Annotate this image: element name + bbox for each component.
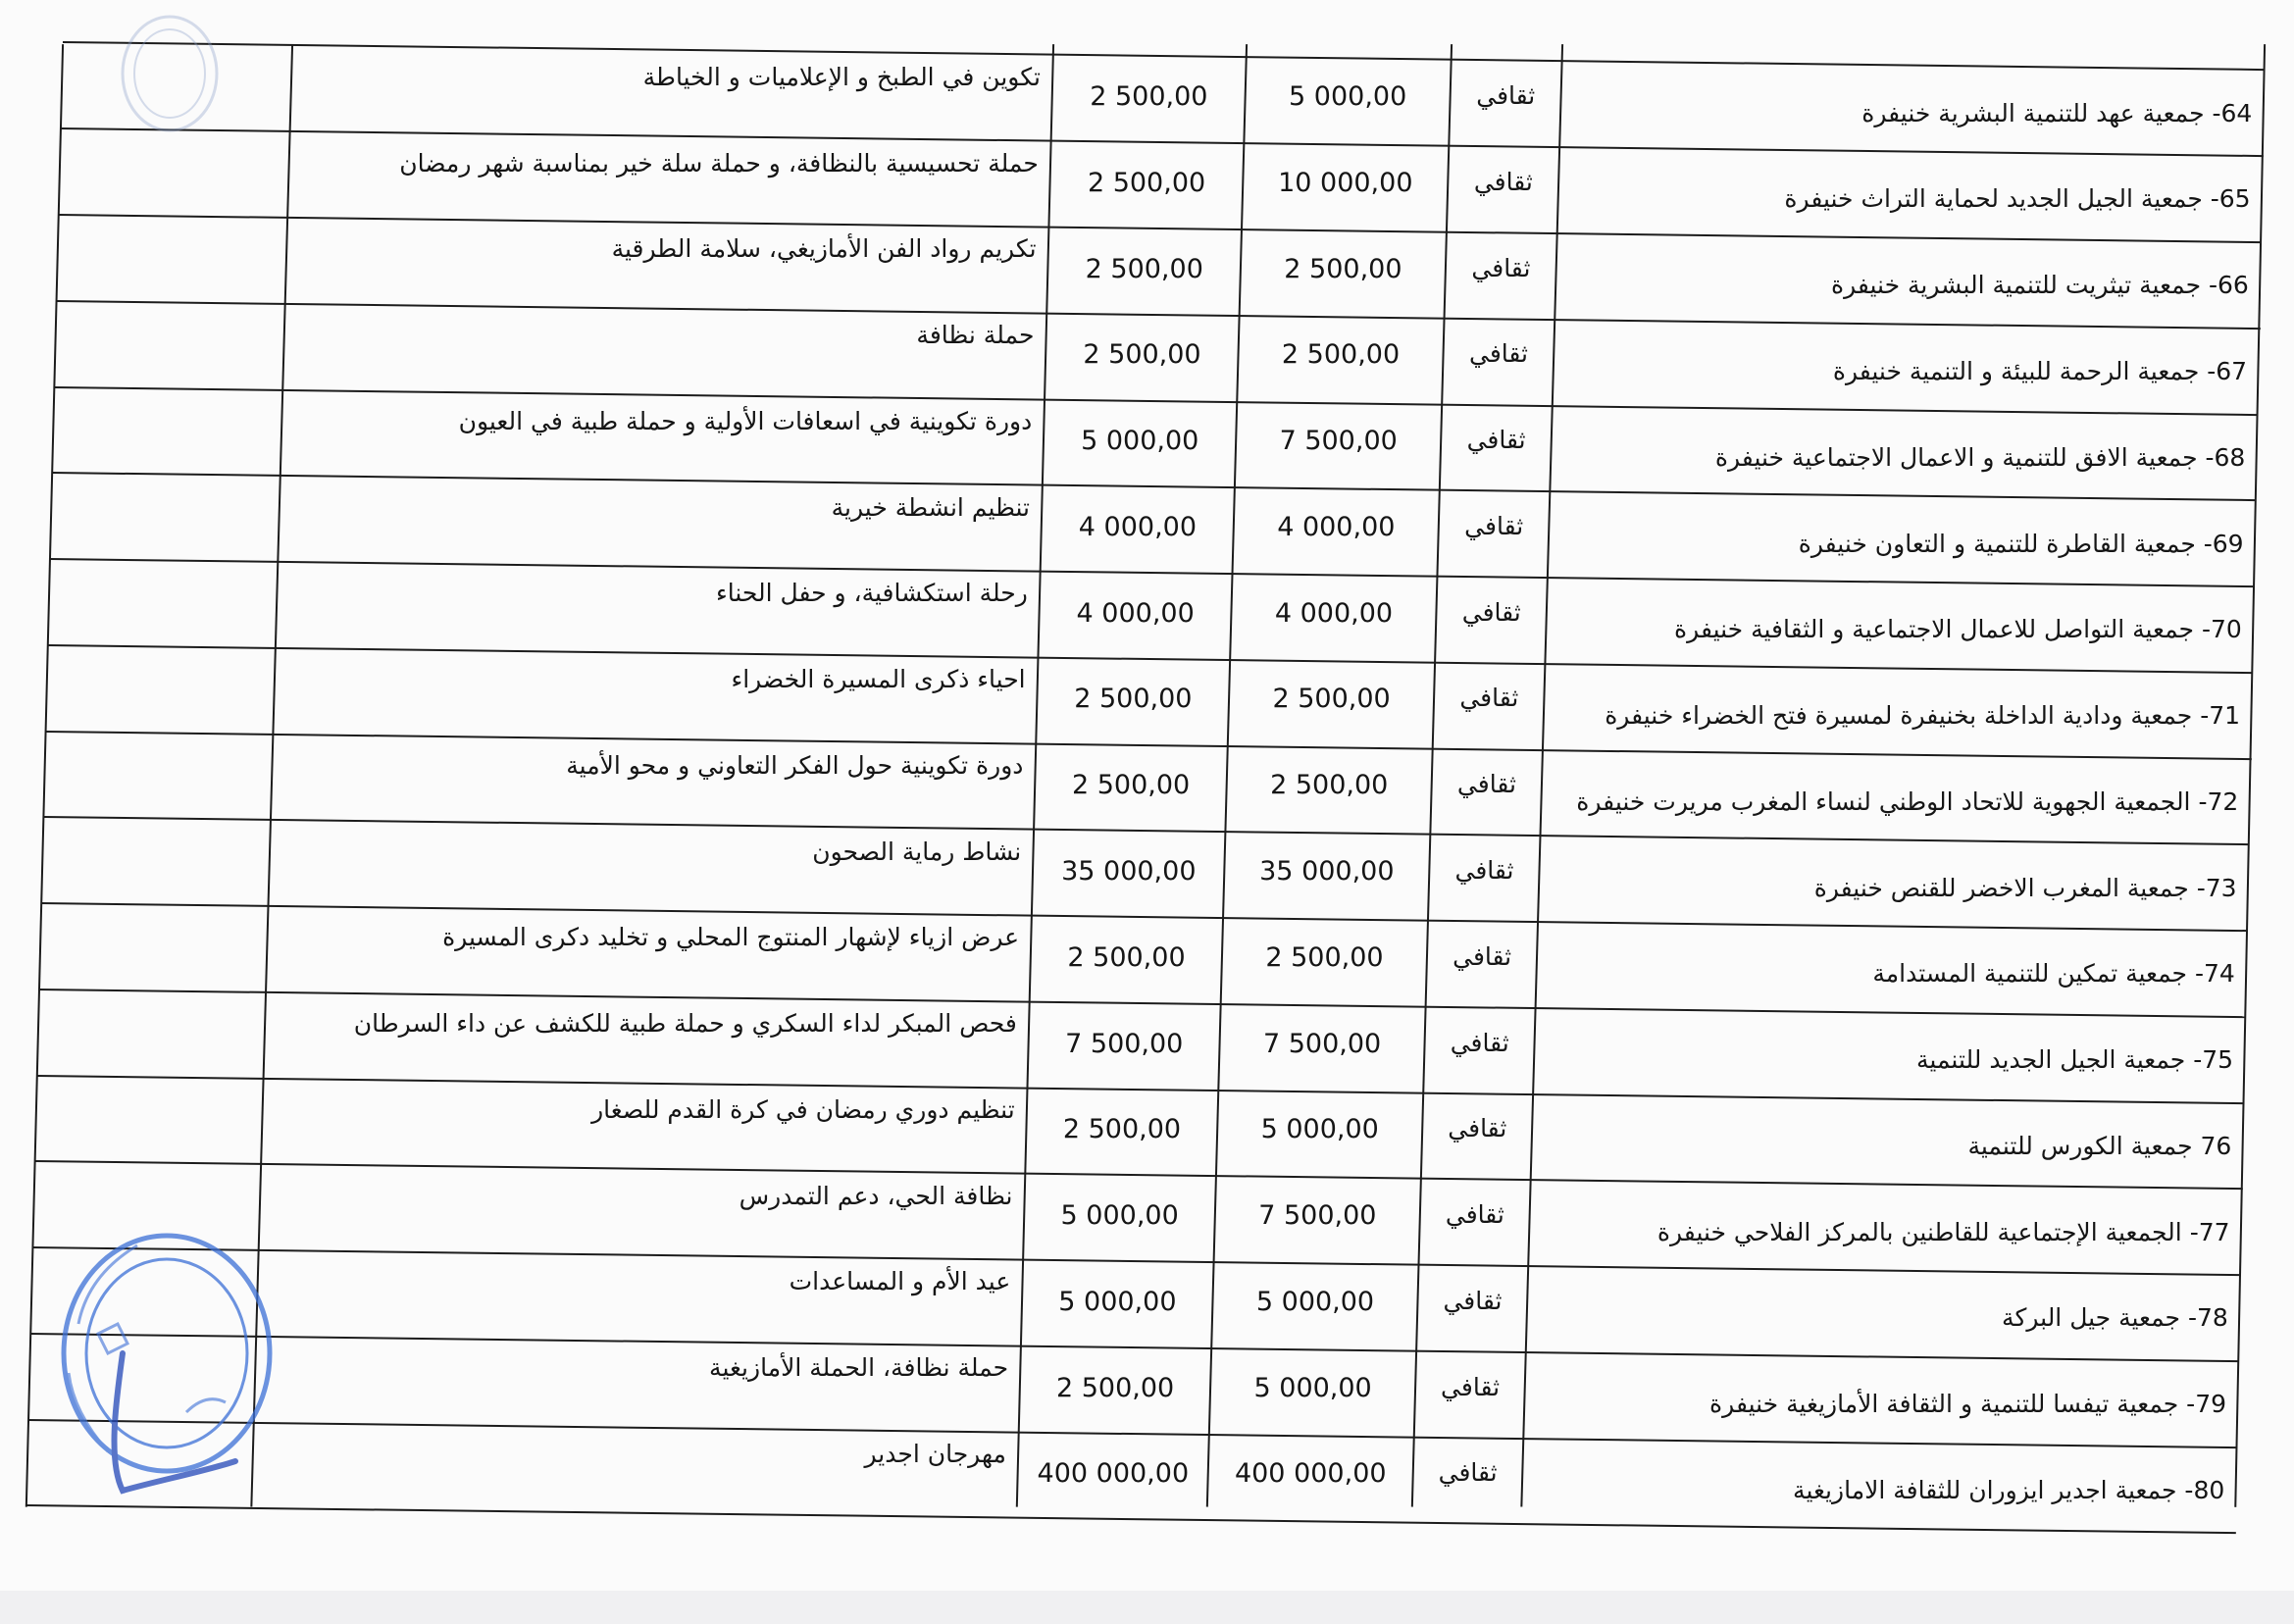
amount-granted: 4 000,00 [1078,511,1198,542]
activity-description: تكريم رواد الفن الأمازيغي، سلامة الطرقية [611,234,1037,264]
activity-description: تنظيم انشطة خيرية [831,492,1031,522]
activity-description: فحص المبكر لداء السكري و حملة طبية للكشف عن داء السرطان [353,1009,1017,1039]
amount-granted: 2 500,00 [1085,253,1203,284]
activity-type: ثقافي [1443,1286,1503,1315]
association-name: 66- جمعية تيثريت للتنمية البشرية خنيفرة [1830,271,2249,300]
activity-description: تكوين في الطبخ و الإعلاميات و الخياطة [642,62,1041,91]
association-name: 77- الجمعية الإجتماعية للقاطنين بالمركز الفلاحي خنيفرة [1657,1217,2230,1246]
activity-type: ثقافي [1476,81,1536,111]
association-name: 74- جمعية تمكين للتنمية المستدامة [1872,959,2235,989]
activity-type: ثقافي [1445,1200,1504,1230]
amount-granted: 4 000,00 [1076,597,1195,629]
association-name: 67- جمعية الرحمة للبيئة و التنمية خنيفرة [1832,356,2248,385]
activity-type: ثقافي [1471,253,1531,282]
amount-requested: 7 500,00 [1262,1028,1382,1059]
association-name: 76 جمعية الكورس للتنمية [1967,1131,2232,1160]
amount-requested: 4 000,00 [1274,597,1394,629]
amount-granted: 35 000,00 [1061,855,1197,887]
activity-type: ثقافي [1461,597,1521,627]
amount-granted: 2 500,00 [1083,339,1201,371]
activity-type: ثقافي [1453,941,1512,971]
amount-granted: 5 000,00 [1058,1286,1177,1317]
activity-description: دورة تكوينية حول الفكر التعاوني و محو الأمية [566,750,1024,780]
amount-requested: 5 000,00 [1260,1114,1379,1145]
association-name: 68- جمعية الافق للتنمية و الاعمال الاجتماعية خنيفرة [1714,442,2246,472]
activity-type: ثقافي [1459,684,1519,713]
association-name: 65- جمعية الجيل الجديد لحماية التراث خنيفرة [1784,184,2251,214]
activity-type: ثقافي [1466,426,1526,455]
amount-requested: 2 500,00 [1272,684,1391,715]
activity-type: ثقافي [1464,511,1524,540]
amount-granted: 2 500,00 [1074,684,1193,715]
activity-description: تنظيم دوري رمضان في كرة القدم للصغار [591,1094,1015,1124]
amount-requested: 5 000,00 [1255,1286,1375,1317]
amount-granted: 2 500,00 [1062,1114,1182,1145]
amount-requested: 2 500,00 [1270,770,1389,801]
activity-type: ثقافي [1473,167,1533,196]
association-name: 73- جمعية المغرب الاخضر للقنص خنيفرة [1813,873,2237,902]
activity-description: دورة تكوينية في اسعافات الأولية و حملة طبية في العيون [458,406,1033,435]
association-name: 69- جمعية القاطرة للتنمية و التعاون خنيفرة [1798,529,2244,558]
amount-requested: 2 500,00 [1265,941,1384,973]
amount-requested: 10 000,00 [1278,167,1413,198]
activity-description: نشاط رماية الصحون [812,837,1022,866]
amount-granted: 7 500,00 [1065,1028,1184,1059]
association-name: 79- جمعية تيفسا للتنمية و الثقافة الأمازيغية خنيفرة [1709,1390,2227,1419]
amount-requested: 7 500,00 [1279,426,1398,457]
activity-description: نظافة الحي، دعم التمدرس [739,1181,1013,1210]
amount-requested: 400 000,00 [1234,1458,1387,1490]
activity-description: عيد الأم و المساعدات [789,1267,1011,1296]
amount-granted: 2 500,00 [1067,941,1186,973]
faint-stamp-icon [116,10,224,137]
amount-granted: 2 500,00 [1055,1372,1175,1403]
amount-granted: 5 000,00 [1060,1200,1179,1232]
activity-type: ثقافي [1438,1458,1498,1488]
association-name: 71- جمعية ودادية الداخلة بخنيفرة لمسيرة فتح الخضراء خنيفرة [1605,701,2241,731]
amount-requested: 5 000,00 [1289,81,1407,113]
amount-granted: 2 500,00 [1071,770,1191,801]
activity-description: عرض ازياء لإشهار المنتوج المحلي و تخليد دكرى المسيرة [442,923,1020,952]
association-name: 75- جمعية الجيل الجديد للتنمية [1916,1045,2234,1075]
amount-granted: 2 500,00 [1087,167,1206,198]
amount-requested: 2 500,00 [1284,253,1402,284]
page-bottom-margin [0,1591,2294,1624]
amount-requested: 5 000,00 [1253,1372,1372,1403]
activity-description: رحلة استكشافية، و حفل الحناء [715,579,1028,608]
activity-description: حملة تحسيسية بالنظافة، و حملة سلة خير بمناسبة شهر رمضان [399,148,1039,178]
activity-description: حملة نظافة [916,321,1035,350]
association-name: 64- جمعية عهد للتنمية البشرية خنيفرة [1861,98,2253,127]
amount-requested: 4 000,00 [1277,511,1396,542]
activity-description: احياء ذكرى المسيرة الخضراء [731,665,1026,694]
association-name: 80- جمعية اجدير ايزوران للثقافة الامازيغية [1793,1475,2225,1504]
association-name: 78- جمعية جيل البركة [2002,1303,2228,1333]
amount-requested: 7 500,00 [1258,1200,1377,1232]
activity-type: ثقافي [1450,1028,1509,1057]
association-name: 70- جمعية التواصل للاعمال الاجتماعية و الثقافية خنيفرة [1674,615,2242,644]
official-stamp-icon [39,1206,275,1530]
activity-description: مهرجان اجدير [864,1439,1006,1468]
amount-granted: 5 000,00 [1081,426,1199,457]
table-column-rule [2234,44,2266,1507]
amount-requested: 35 000,00 [1259,855,1395,887]
table-row-rule [26,1504,2236,1535]
activity-type: ثقافي [1448,1114,1507,1143]
amount-granted: 400 000,00 [1037,1458,1190,1490]
amount-granted: 2 500,00 [1090,81,1208,113]
activity-type: ثقافي [1468,339,1528,369]
activity-type: ثقافي [1456,770,1516,799]
activity-type: ثقافي [1454,855,1514,885]
association-name: 72- الجمعية الجهوية للاتحاد الوطني لنساء المغرب مريرت خنيفرة [1576,787,2239,816]
activity-type: ثقافي [1441,1372,1501,1401]
activity-description: حملة نظافة، الحملة الأمازيغية [709,1353,1009,1383]
amount-requested: 2 500,00 [1281,339,1401,371]
